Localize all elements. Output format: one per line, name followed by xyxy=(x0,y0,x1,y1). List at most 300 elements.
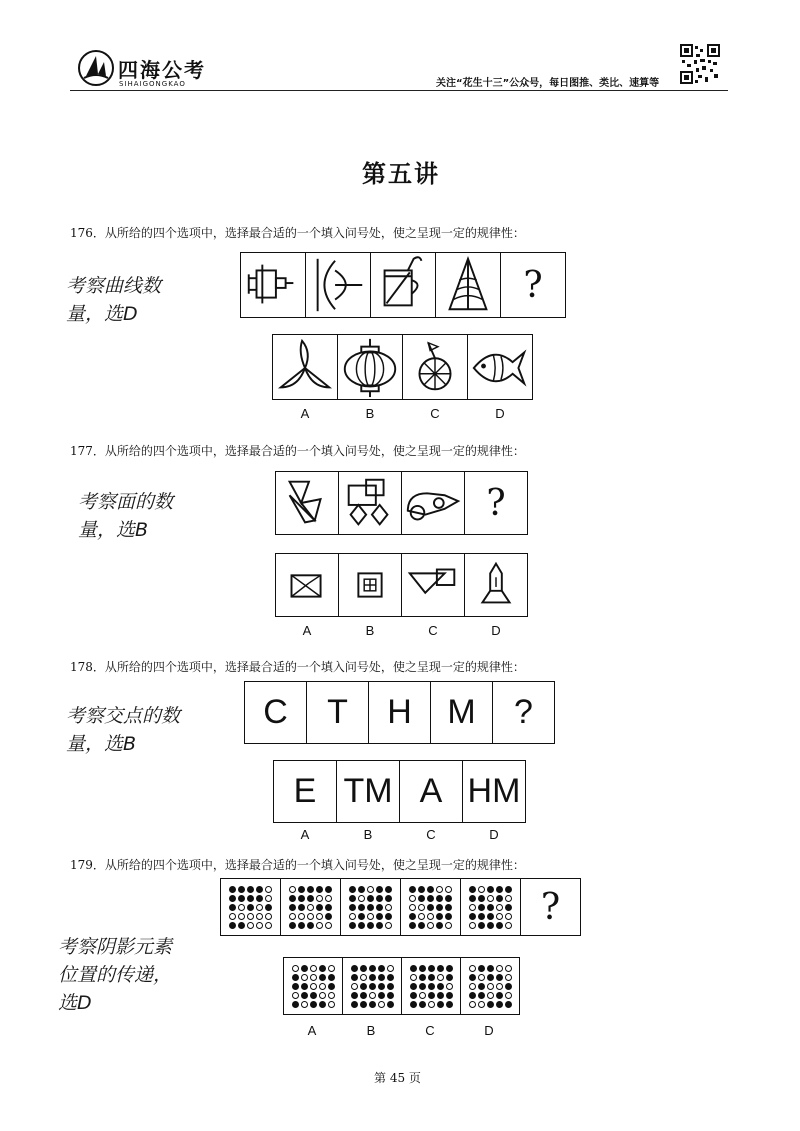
empty-dot xyxy=(238,904,245,911)
qr-code xyxy=(680,44,720,84)
filled-dot xyxy=(427,886,434,893)
question-176-note xyxy=(66,272,161,328)
q176-option-a[interactable] xyxy=(272,334,338,400)
filled-dot xyxy=(238,922,245,929)
filled-dot xyxy=(436,895,443,902)
filled-dot xyxy=(360,992,367,999)
empty-dot xyxy=(256,922,263,929)
filled-dot xyxy=(378,965,385,972)
q179-stem-cell-3 xyxy=(340,878,401,936)
filled-dot xyxy=(505,886,512,893)
filled-dot xyxy=(410,992,417,999)
filled-dot xyxy=(369,974,376,981)
empty-dot xyxy=(351,983,358,990)
empty-dot xyxy=(229,913,236,920)
filled-dot xyxy=(325,913,332,920)
empty-dot xyxy=(358,895,365,902)
q177-stem-cell-3 xyxy=(401,471,465,535)
filled-dot xyxy=(385,895,392,902)
filled-dot xyxy=(301,992,308,999)
q179-stem-cell-1 xyxy=(220,878,281,936)
empty-dot xyxy=(328,992,335,999)
stem-letter: H xyxy=(387,693,412,731)
filled-dot xyxy=(445,895,452,902)
note-line: 量，选B xyxy=(66,733,137,755)
filled-dot xyxy=(436,922,443,929)
filled-dot xyxy=(369,965,376,972)
empty-dot xyxy=(367,913,374,920)
page-number: 第 45 页 xyxy=(374,1071,421,1085)
filled-dot xyxy=(487,974,494,981)
filled-dot xyxy=(496,974,503,981)
q176-option-b[interactable] xyxy=(337,334,403,400)
dot-grid xyxy=(349,886,392,929)
option-label: A xyxy=(307,1023,317,1038)
filled-dot xyxy=(229,895,236,902)
filled-dot xyxy=(387,992,394,999)
q178-stem-cell-1 xyxy=(244,681,307,744)
header-slogan: 关注“花生十三”公众号，每日图推、类比、速算等 xyxy=(436,78,660,89)
filled-dot xyxy=(292,974,299,981)
empty-dot xyxy=(292,992,299,999)
note-line: 量，选B xyxy=(78,519,149,541)
filled-dot xyxy=(446,992,453,999)
empty-dot xyxy=(436,886,443,893)
filled-dot xyxy=(427,904,434,911)
q179-stem-cell-question xyxy=(520,878,581,936)
dot-grid xyxy=(469,886,512,929)
filled-dot xyxy=(410,1001,417,1008)
filled-dot xyxy=(376,913,383,920)
filled-dot xyxy=(328,974,335,981)
filled-dot xyxy=(428,965,435,972)
filled-dot xyxy=(349,886,356,893)
q177-option-c[interactable] xyxy=(401,553,465,617)
filled-dot xyxy=(351,974,358,981)
option-label: C xyxy=(425,1023,435,1038)
empty-dot xyxy=(378,1001,385,1008)
filled-dot xyxy=(307,895,314,902)
question-179-note xyxy=(58,933,172,1017)
q176-stem-cell-4 xyxy=(435,252,501,318)
filled-dot xyxy=(319,965,326,972)
empty-dot xyxy=(316,895,323,902)
option-label: D xyxy=(491,623,501,638)
filled-dot xyxy=(428,992,435,999)
option-label: A xyxy=(300,827,310,842)
empty-dot xyxy=(419,992,426,999)
option-label: B xyxy=(366,1023,376,1038)
filled-dot xyxy=(410,983,417,990)
filled-dot xyxy=(289,895,296,902)
filled-dot xyxy=(487,1001,494,1008)
filled-dot xyxy=(505,904,512,911)
filled-dot xyxy=(419,983,426,990)
q176-stem-cell-3 xyxy=(370,252,436,318)
empty-dot xyxy=(310,974,317,981)
q179-option-d[interactable] xyxy=(460,957,520,1015)
q178-option-b[interactable] xyxy=(336,760,400,823)
question-177-stem: 177．从所给的四个选项中，选择最合适的一个填入问号处，使之呈现一定的规律性： xyxy=(70,444,525,458)
filled-dot xyxy=(325,886,332,893)
empty-dot xyxy=(247,913,254,920)
empty-dot xyxy=(469,1001,476,1008)
filled-dot xyxy=(427,895,434,902)
logo-text: 四海公考 xyxy=(118,58,206,82)
filled-dot xyxy=(328,983,335,990)
empty-dot xyxy=(385,922,392,929)
note-line: 考察交点的数 xyxy=(66,705,181,727)
empty-dot xyxy=(418,913,425,920)
q177-option-d[interactable] xyxy=(464,553,528,617)
filled-dot xyxy=(247,886,254,893)
empty-dot xyxy=(256,913,263,920)
filled-dot xyxy=(410,965,417,972)
filled-dot xyxy=(436,904,443,911)
dot-grid xyxy=(292,965,335,1008)
filled-dot xyxy=(446,1001,453,1008)
option-letter: HM xyxy=(467,772,521,810)
empty-dot xyxy=(478,974,485,981)
dot-grid xyxy=(410,965,453,1008)
filled-dot xyxy=(292,983,299,990)
q177-stem-cell-1 xyxy=(275,471,339,535)
empty-dot xyxy=(496,904,503,911)
filled-dot xyxy=(496,922,503,929)
empty-dot xyxy=(505,974,512,981)
empty-dot xyxy=(298,913,305,920)
q178-option-a[interactable] xyxy=(273,760,337,823)
option-label: B xyxy=(365,406,375,421)
option-label: D xyxy=(489,827,499,842)
filled-dot xyxy=(385,886,392,893)
filled-dot xyxy=(376,922,383,929)
empty-dot xyxy=(247,922,254,929)
dot-grid xyxy=(409,886,452,929)
filled-dot xyxy=(229,922,236,929)
option-label: A xyxy=(300,406,310,421)
empty-dot xyxy=(427,913,434,920)
empty-dot xyxy=(505,965,512,972)
empty-dot xyxy=(289,886,296,893)
option-label: D xyxy=(495,406,505,421)
empty-dot xyxy=(325,922,332,929)
empty-dot xyxy=(428,1001,435,1008)
empty-dot xyxy=(265,886,272,893)
empty-dot xyxy=(469,965,476,972)
filled-dot xyxy=(469,913,476,920)
filled-dot xyxy=(437,965,444,972)
empty-dot xyxy=(307,904,314,911)
filled-dot xyxy=(437,992,444,999)
filled-dot xyxy=(289,922,296,929)
question-176-stem: 176．从所给的四个选项中，选择最合适的一个填入问号处，使之呈现一定的规律性： xyxy=(70,226,525,240)
q179-stem-cell-4 xyxy=(400,878,461,936)
filled-dot xyxy=(298,904,305,911)
filled-dot xyxy=(436,913,443,920)
option-label: B xyxy=(363,827,373,842)
filled-dot xyxy=(229,904,236,911)
empty-dot xyxy=(410,974,417,981)
filled-dot xyxy=(360,965,367,972)
filled-dot xyxy=(387,974,394,981)
empty-dot xyxy=(445,922,452,929)
filled-dot xyxy=(437,983,444,990)
filled-dot xyxy=(358,913,365,920)
filled-dot xyxy=(349,904,356,911)
filled-dot xyxy=(385,913,392,920)
q178-stem-cell-3 xyxy=(368,681,431,744)
option-letter: E xyxy=(293,772,317,810)
filled-dot xyxy=(367,895,374,902)
q178-stem-cell-4 xyxy=(430,681,493,744)
filled-dot xyxy=(387,1001,394,1008)
q176-stem-cell-2 xyxy=(305,252,371,318)
empty-dot xyxy=(349,913,356,920)
q177-option-a[interactable] xyxy=(275,553,339,617)
empty-dot xyxy=(310,965,317,972)
empty-dot xyxy=(369,992,376,999)
question-mark: ? xyxy=(540,886,561,928)
filled-dot xyxy=(469,992,476,999)
filled-dot xyxy=(469,886,476,893)
filled-dot xyxy=(301,965,308,972)
filled-dot xyxy=(505,983,512,990)
filled-dot xyxy=(428,983,435,990)
filled-dot xyxy=(316,886,323,893)
filled-dot xyxy=(478,965,485,972)
filled-dot xyxy=(298,922,305,929)
empty-dot xyxy=(446,983,453,990)
empty-dot xyxy=(385,904,392,911)
filled-dot xyxy=(445,913,452,920)
filled-dot xyxy=(319,974,326,981)
filled-dot xyxy=(378,992,385,999)
empty-dot xyxy=(265,913,272,920)
empty-dot xyxy=(360,974,367,981)
dot-grid xyxy=(229,886,272,929)
empty-dot xyxy=(238,913,245,920)
empty-dot xyxy=(478,1001,485,1008)
filled-dot xyxy=(349,922,356,929)
filled-dot xyxy=(478,904,485,911)
question-179-stem: 179．从所给的四个选项中，选择最合适的一个填入问号处，使之呈现一定的规律性： xyxy=(70,858,525,872)
question-177-note xyxy=(78,488,173,544)
empty-dot xyxy=(256,904,263,911)
filled-dot xyxy=(487,913,494,920)
empty-dot xyxy=(310,983,317,990)
filled-dot xyxy=(358,904,365,911)
note-line: 位置的传递， xyxy=(58,964,173,986)
filled-dot xyxy=(316,904,323,911)
filled-dot xyxy=(478,922,485,929)
empty-dot xyxy=(328,965,335,972)
filled-dot xyxy=(351,992,358,999)
q176-option-c[interactable] xyxy=(402,334,468,400)
empty-dot xyxy=(301,974,308,981)
filled-dot xyxy=(298,895,305,902)
filled-dot xyxy=(238,895,245,902)
filled-dot xyxy=(310,992,317,999)
q179-option-c[interactable] xyxy=(401,957,461,1015)
filled-dot xyxy=(478,983,485,990)
filled-dot xyxy=(319,1001,326,1008)
q179-option-a[interactable] xyxy=(283,957,343,1015)
empty-dot xyxy=(505,922,512,929)
filled-dot xyxy=(360,983,367,990)
option-label: C xyxy=(428,623,438,638)
filled-dot xyxy=(478,895,485,902)
q177-stem-cell-2 xyxy=(338,471,402,535)
filled-dot xyxy=(418,886,425,893)
filled-dot xyxy=(376,886,383,893)
empty-dot xyxy=(409,895,416,902)
filled-dot xyxy=(256,886,263,893)
filled-dot xyxy=(247,895,254,902)
empty-dot xyxy=(505,992,512,999)
empty-dot xyxy=(418,904,425,911)
filled-dot xyxy=(496,1001,503,1008)
q176-option-d[interactable] xyxy=(467,334,533,400)
filled-dot xyxy=(496,895,503,902)
q176-stem-cell-1 xyxy=(240,252,306,318)
option-label: B xyxy=(365,623,375,638)
empty-dot xyxy=(505,913,512,920)
filled-dot xyxy=(247,904,254,911)
empty-dot xyxy=(437,974,444,981)
dot-grid xyxy=(469,965,512,1008)
empty-dot xyxy=(496,983,503,990)
q179-option-b[interactable] xyxy=(342,957,402,1015)
filled-dot xyxy=(487,922,494,929)
filled-dot xyxy=(238,886,245,893)
filled-dot xyxy=(292,1001,299,1008)
stem-letter: M xyxy=(447,693,476,731)
filled-dot xyxy=(358,922,365,929)
filled-dot xyxy=(351,1001,358,1008)
empty-dot xyxy=(292,965,299,972)
filled-dot xyxy=(419,1001,426,1008)
question-mark: ? xyxy=(514,693,533,731)
q177-option-b[interactable] xyxy=(338,553,402,617)
empty-dot xyxy=(316,913,323,920)
option-letter: TM xyxy=(343,772,393,810)
filled-dot xyxy=(265,904,272,911)
q179-stem-cell-5 xyxy=(460,878,521,936)
filled-dot xyxy=(445,904,452,911)
option-label: C xyxy=(430,406,440,421)
empty-dot xyxy=(265,922,272,929)
empty-dot xyxy=(319,992,326,999)
filled-dot xyxy=(369,983,376,990)
stem-letter: T xyxy=(327,693,348,731)
empty-dot xyxy=(496,965,503,972)
page-title: 第五讲 xyxy=(362,159,440,188)
empty-dot xyxy=(325,895,332,902)
filled-dot xyxy=(256,895,263,902)
empty-dot xyxy=(265,895,272,902)
filled-dot xyxy=(437,1001,444,1008)
stem-letter: C xyxy=(263,693,288,731)
filled-dot xyxy=(369,1001,376,1008)
empty-dot xyxy=(469,983,476,990)
filled-dot xyxy=(419,965,426,972)
dot-grid xyxy=(289,886,332,929)
empty-dot xyxy=(469,922,476,929)
filled-dot xyxy=(496,992,503,999)
logo-subtitle: SIHAIGONGKAO xyxy=(119,80,186,88)
filled-dot xyxy=(487,886,494,893)
header-rule xyxy=(70,90,728,91)
empty-dot xyxy=(409,904,416,911)
filled-dot xyxy=(351,965,358,972)
empty-dot xyxy=(496,913,503,920)
note-line: 考察阴影元素 xyxy=(58,936,173,958)
filled-dot xyxy=(428,974,435,981)
empty-dot xyxy=(478,886,485,893)
question-178-note xyxy=(66,702,180,758)
empty-dot xyxy=(319,983,326,990)
filled-dot xyxy=(409,886,416,893)
filled-dot xyxy=(376,895,383,902)
note-line: 考察曲线数 xyxy=(66,275,162,297)
filled-dot xyxy=(298,886,305,893)
question-mark: ? xyxy=(486,482,506,524)
filled-dot xyxy=(505,1001,512,1008)
option-label: A xyxy=(302,623,312,638)
filled-dot xyxy=(418,895,425,902)
empty-dot xyxy=(367,886,374,893)
filled-dot xyxy=(478,913,485,920)
filled-dot xyxy=(325,904,332,911)
filled-dot xyxy=(478,992,485,999)
filled-dot xyxy=(307,886,314,893)
empty-dot xyxy=(487,992,494,999)
q178-option-d[interactable] xyxy=(462,760,526,823)
filled-dot xyxy=(469,895,476,902)
filled-dot xyxy=(367,922,374,929)
filled-dot xyxy=(358,886,365,893)
filled-dot xyxy=(378,983,385,990)
filled-dot xyxy=(301,983,308,990)
filled-dot xyxy=(409,922,416,929)
question-178-stem: 178．从所给的四个选项中，选择最合适的一个填入问号处，使之呈现一定的规律性： xyxy=(70,660,525,674)
filled-dot xyxy=(469,974,476,981)
logo xyxy=(78,50,114,86)
note-line: 考察面的数 xyxy=(78,491,174,513)
filled-dot xyxy=(409,913,416,920)
filled-dot xyxy=(446,965,453,972)
q178-stem-cell-question xyxy=(492,681,555,744)
filled-dot xyxy=(307,922,314,929)
note-line: 选D xyxy=(58,992,92,1014)
empty-dot xyxy=(505,895,512,902)
filled-dot xyxy=(310,1001,317,1008)
empty-dot xyxy=(427,922,434,929)
empty-dot xyxy=(289,913,296,920)
filled-dot xyxy=(360,1001,367,1008)
empty-dot xyxy=(307,913,314,920)
q178-option-c[interactable] xyxy=(399,760,463,823)
filled-dot xyxy=(496,886,503,893)
q176-stem-cell-question xyxy=(500,252,566,318)
q178-stem-cell-2 xyxy=(306,681,369,744)
filled-dot xyxy=(376,904,383,911)
empty-dot xyxy=(316,922,323,929)
q179-stem-cell-2 xyxy=(280,878,341,936)
empty-dot xyxy=(301,1001,308,1008)
empty-dot xyxy=(469,904,476,911)
